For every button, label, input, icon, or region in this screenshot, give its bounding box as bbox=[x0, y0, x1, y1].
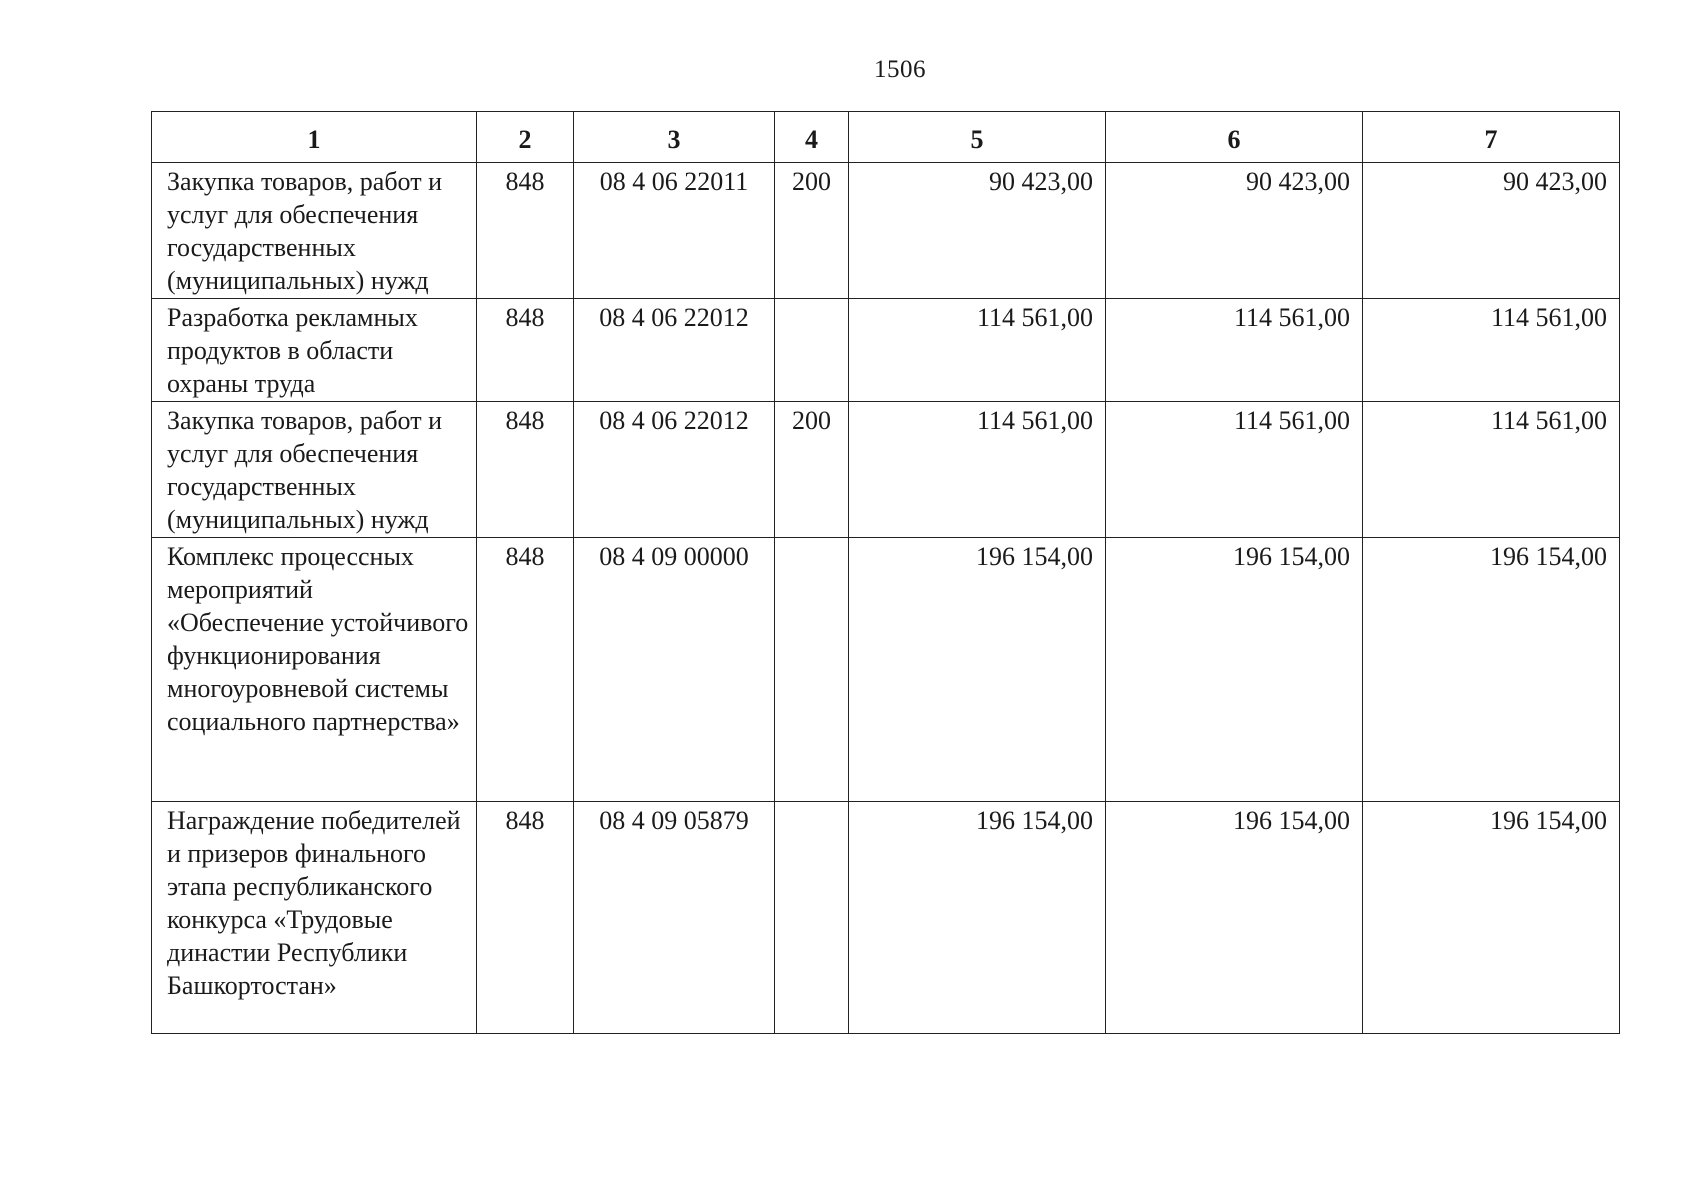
page-number: 1506 bbox=[874, 56, 926, 83]
table-row bbox=[152, 802, 1620, 1034]
table-row bbox=[152, 538, 1620, 802]
row-value-7: 196 154,00 bbox=[1363, 538, 1620, 802]
row-value-6: 196 154,00 bbox=[1106, 802, 1363, 1034]
row-name: Разработка рекламных продуктов в области охраны труда bbox=[152, 299, 477, 402]
header-col-1: 1 bbox=[152, 112, 477, 163]
row-ministry-code: 848 bbox=[477, 402, 574, 538]
row-expense-type: 200 bbox=[775, 163, 849, 299]
row-expense-type bbox=[775, 299, 849, 402]
row-ministry-code: 848 bbox=[477, 299, 574, 402]
row-expense-type bbox=[775, 802, 849, 1034]
row-value-7: 114 561,00 bbox=[1363, 402, 1620, 538]
row-value-5: 196 154,00 bbox=[849, 802, 1106, 1034]
row-ministry-code: 848 bbox=[477, 538, 574, 802]
row-name: Закупка товаров, работ и услуг для обеспечения государственных (муниципальных) нужд bbox=[152, 163, 477, 299]
row-name: Награждение победителей и призеров финального этапа республиканского конкурса «Трудовые династии Республики Башкортостан» bbox=[152, 802, 477, 1034]
table-row bbox=[152, 163, 1620, 299]
row-value-5: 90 423,00 bbox=[849, 163, 1106, 299]
row-name: Закупка товаров, работ и услуг для обеспечения государственных (муниципальных) нужд bbox=[152, 402, 477, 538]
table-row bbox=[152, 402, 1620, 538]
row-target-code: 08 4 09 05879 bbox=[574, 802, 775, 1034]
row-value-5: 114 561,00 bbox=[849, 402, 1106, 538]
row-value-6: 114 561,00 bbox=[1106, 299, 1363, 402]
row-value-7: 90 423,00 bbox=[1363, 163, 1620, 299]
row-ministry-code: 848 bbox=[477, 163, 574, 299]
row-value-6: 114 561,00 bbox=[1106, 402, 1363, 538]
header-col-5: 5 bbox=[849, 112, 1106, 163]
row-ministry-code: 848 bbox=[477, 802, 574, 1034]
header-row bbox=[152, 112, 1620, 163]
header-col-7: 7 bbox=[1363, 112, 1620, 163]
row-target-code: 08 4 09 00000 bbox=[574, 538, 775, 802]
row-target-code: 08 4 06 22012 bbox=[574, 402, 775, 538]
row-expense-type: 200 bbox=[775, 402, 849, 538]
header-col-4: 4 bbox=[775, 112, 849, 163]
row-value-6: 90 423,00 bbox=[1106, 163, 1363, 299]
header-col-3: 3 bbox=[574, 112, 775, 163]
row-value-5: 114 561,00 bbox=[849, 299, 1106, 402]
row-value-5: 196 154,00 bbox=[849, 538, 1106, 802]
row-expense-type bbox=[775, 538, 849, 802]
row-name: Комплекс процессных мероприятий «Обеспечение устойчивого функционирования многоуровневой системы социального партнерства» bbox=[152, 538, 477, 802]
row-value-7: 196 154,00 bbox=[1363, 802, 1620, 1034]
header-col-2: 2 bbox=[477, 112, 574, 163]
budget-table bbox=[151, 111, 1620, 1034]
row-target-code: 08 4 06 22011 bbox=[574, 163, 775, 299]
row-target-code: 08 4 06 22012 bbox=[574, 299, 775, 402]
row-value-6: 196 154,00 bbox=[1106, 538, 1363, 802]
table-row bbox=[152, 299, 1620, 402]
header-col-6: 6 bbox=[1106, 112, 1363, 163]
row-value-7: 114 561,00 bbox=[1363, 299, 1620, 402]
